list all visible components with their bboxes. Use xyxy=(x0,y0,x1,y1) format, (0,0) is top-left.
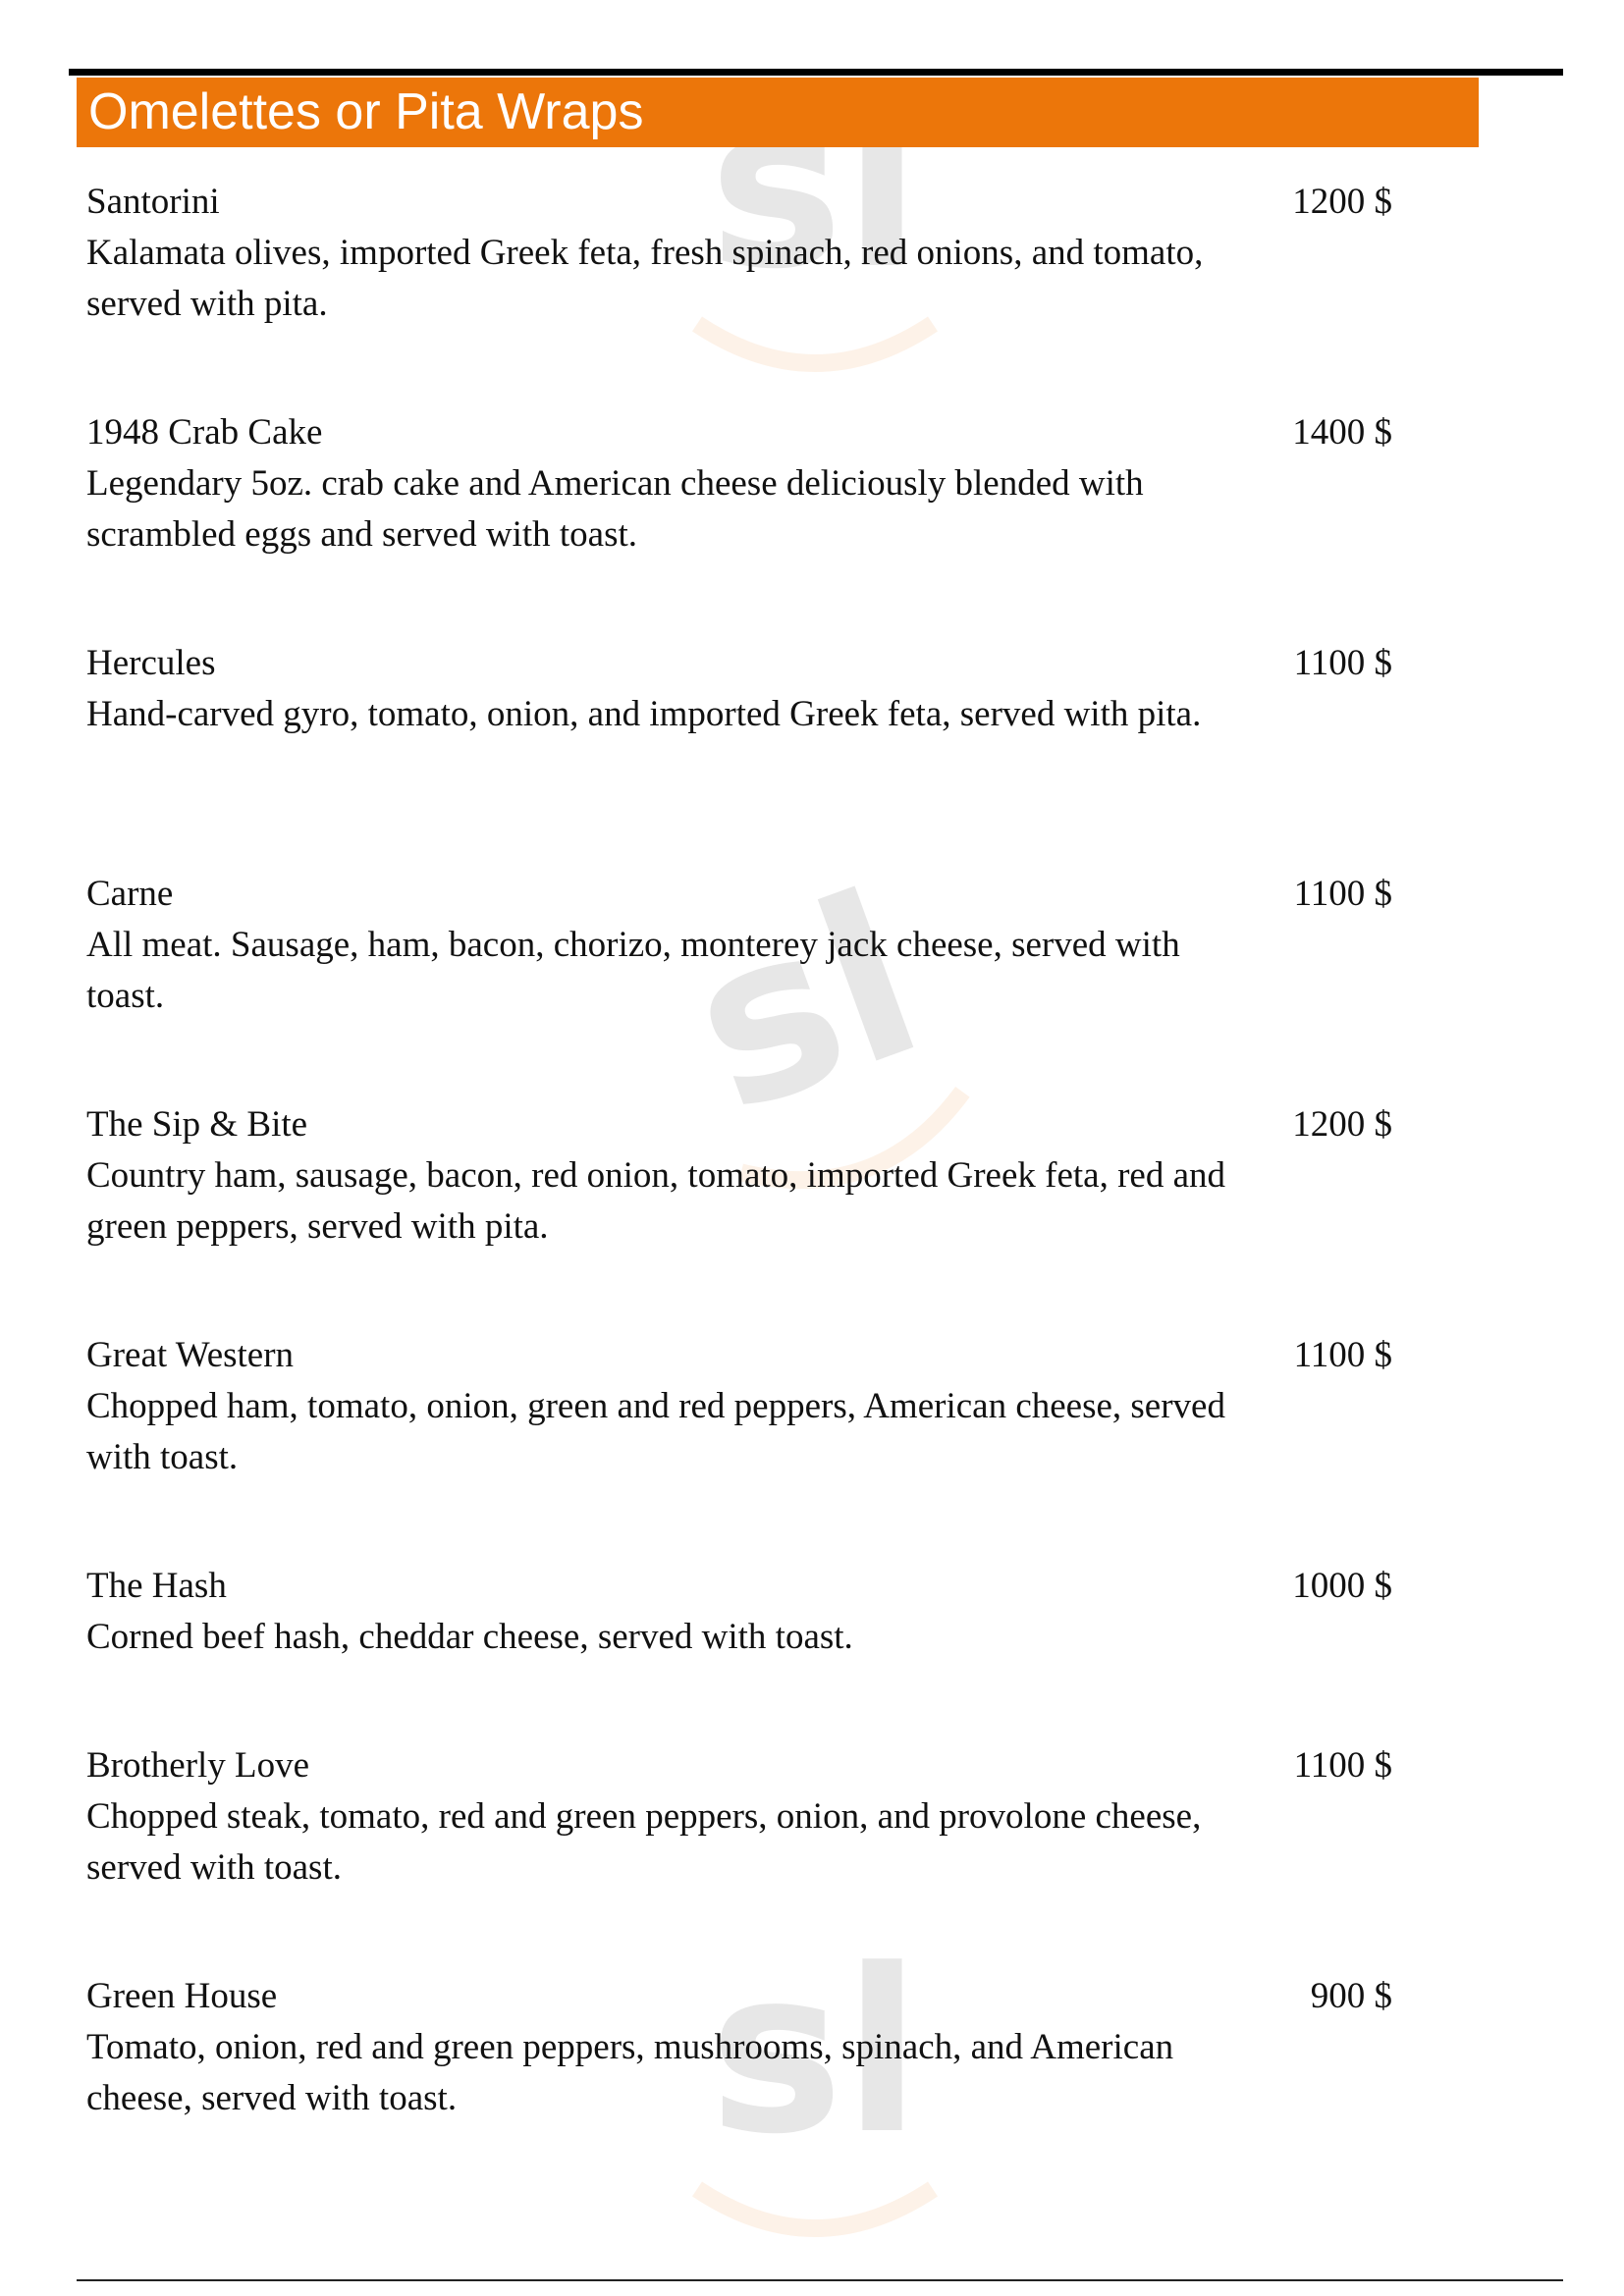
svg-text:sl: sl xyxy=(709,1922,921,2184)
item-name: The Hash xyxy=(86,1566,227,1606)
item-description: Country ham, sausage, bacon, red onion, tomato, imported Greek feta, red and green peppers, served with pita. xyxy=(86,1155,1226,1247)
item-price: 1000 $ xyxy=(1292,1566,1392,1606)
item-name: Great Western xyxy=(86,1335,295,1375)
menu-item xyxy=(86,869,1392,1022)
item-name: The Sip & Bite xyxy=(86,1104,308,1145)
menu-item xyxy=(86,1740,1392,1894)
item-description: Tomato, onion, red and green peppers, mushrooms, spinach, and American cheese, served with toast. xyxy=(86,2027,1174,2118)
item-name: Santorini xyxy=(86,182,220,222)
item-description: Chopped ham, tomato, onion, green and red peppers, American cheese, served with toast. xyxy=(86,1386,1225,1477)
svg-text:sl: sl xyxy=(661,844,950,1164)
item-price: 900 $ xyxy=(1310,1976,1392,2016)
item-description: All meat. Sausage, ham, bacon, chorizo, monterey jack cheese, served with toast. xyxy=(86,925,1180,1016)
menu-item xyxy=(86,1561,1392,1663)
item-price: 1200 $ xyxy=(1292,182,1392,222)
item-description: Chopped steak, tomato, red and green peppers, onion, and provolone cheese, served with toast. xyxy=(86,1796,1202,1888)
menu-item xyxy=(86,177,1392,330)
item-name: Carne xyxy=(86,874,174,914)
item-price: 1400 $ xyxy=(1292,412,1392,453)
menu-item xyxy=(86,1330,1392,1483)
item-price: 1100 $ xyxy=(1293,874,1392,914)
menu-item xyxy=(86,1099,1392,1253)
item-name: 1948 Crab Cake xyxy=(86,412,323,453)
item-price: 1100 $ xyxy=(1293,1745,1392,1786)
menu-item xyxy=(86,638,1392,740)
item-name: Brotherly Love xyxy=(86,1745,310,1786)
item-price: 1100 $ xyxy=(1293,643,1392,683)
item-name: Green House xyxy=(86,1976,278,2016)
menu-item xyxy=(86,1971,1392,2124)
item-description: Legendary 5oz. crab cake and American cheese deliciously blended with scrambled eggs and served with toast. xyxy=(86,463,1144,555)
item-name: Hercules xyxy=(86,643,216,683)
item-price: 1200 $ xyxy=(1292,1104,1392,1145)
item-price: 1100 $ xyxy=(1293,1335,1392,1375)
section-title: Omelettes or Pita Wraps xyxy=(88,83,644,140)
svg-text:sl: sl xyxy=(709,57,921,319)
item-description: Hand-carved gyro, tomato, onion, and imported Greek feta, served with pita. xyxy=(86,694,1202,734)
menu-item xyxy=(86,407,1392,561)
item-description: Corned beef hash, cheddar cheese, served with toast. xyxy=(86,1617,853,1657)
bottom-rule xyxy=(77,2279,1563,2281)
item-description: Kalamata olives, imported Greek feta, fresh spinach, red onions, and tomato, served with pita. xyxy=(86,233,1204,324)
